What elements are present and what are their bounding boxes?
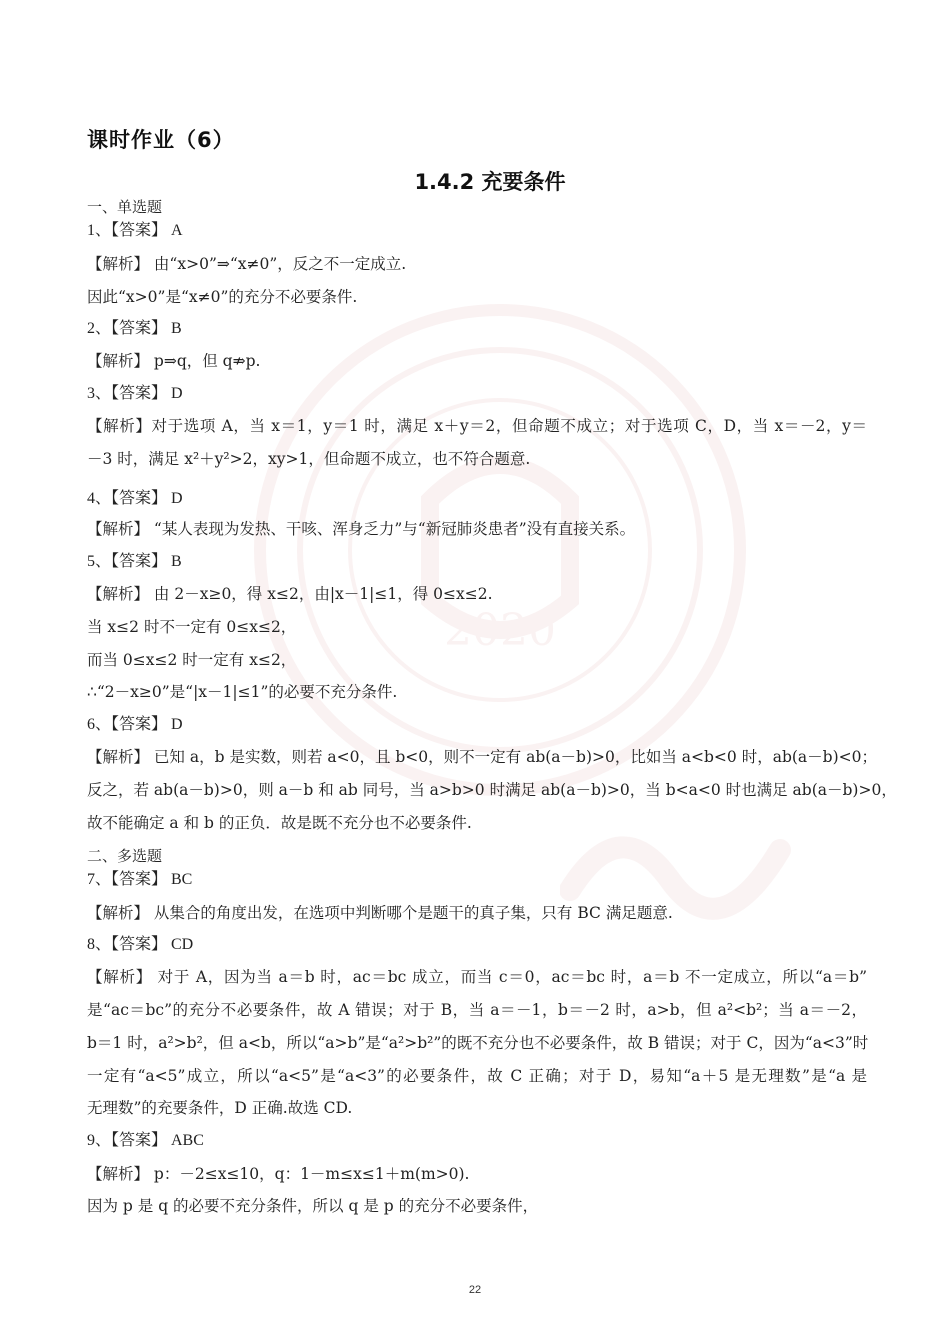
answer-5: 5、【答案】 B — [87, 553, 182, 570]
explanation-2: 【解析】 p⇒q，但 q⇏p. — [87, 352, 261, 370]
explanation-8-line-1: 【解析】 对于 A，因为当 a＝b 时，ac＝bc 成立，而当 c＝0，ac＝bc 时，a＝b 不一定成立，所以“a＝b” — [87, 968, 867, 986]
watermark-year: 2020 — [444, 605, 556, 656]
explanation-9-line-2: 因为 p 是 q 的必要不充分条件，所以 q 是 p 的充分不必要条件， — [87, 1197, 539, 1215]
homework-title: 课时作业（6） — [87, 128, 235, 152]
answer-6: 6、【答案】 D — [87, 716, 183, 733]
section-title: 1.4.2 充要条件 — [414, 170, 566, 194]
explanation-5-line-1: 【解析】 由 2－x≥0，得 x≤2，由|x－1|≤1，得 0≤x≤2. — [87, 585, 493, 603]
explanation-6-line-1: 【解析】 已知 a，b 是实数，则若 a<0，且 b<0，则不一定有 ab(a－b)>0，比如当 a<b<0 时，ab(a－b)<0； — [87, 748, 877, 766]
explanation-4: 【解析】 “某人表现为发热、干咳、浑身乏力”与“新冠肺炎患者”没有直接关系。 — [87, 520, 636, 538]
explanation-5-line-2: 当 x≤2 时不一定有 0≤x≤2， — [87, 618, 297, 636]
explanation-6-line-2: 反之，若 ab(a－b)>0，则 a－b 和 ab 同号，当 a>b>0 时满足 ab(a－b)>0，当 b<a<0 时也满足 ab(a－b)>0， — [87, 781, 897, 799]
explanation-8-line-3: b＝1 时，a²>b²，但 a<b，所以“a>b”是“a²>b²”的既不充分也不必要条件，故 B 错误；对于 C，因为“a<3”时 — [87, 1034, 869, 1052]
answer-3: 3、【答案】 D — [87, 385, 183, 402]
answer-7: 7、【答案】 BC — [87, 871, 193, 888]
explanation-5-line-4: ∴“2－x≥0”是“|x－1|≤1”的必要不充分条件. — [87, 683, 398, 701]
section-heading-multi-choice: 二、多选题 — [87, 847, 163, 865]
explanation-7: 【解析】 从集合的角度出发，在选项中判断哪个是题干的真子集，只有 BC 满足题意. — [87, 904, 673, 922]
explanation-5-line-3: 而当 0≤x≤2 时一定有 x≤2， — [87, 651, 297, 669]
explanation-3-line-2: －3 时，满足 x²＋y²>2，xy>1，但命题不成立，也不符合题意. — [87, 450, 531, 468]
explanation-1-line-1: 【解析】 由“x>0”⇒“x≠0”，反之不一定成立. — [87, 255, 407, 273]
explanation-9-line-1: 【解析】 p：－2≤x≤10，q：1－m≤x≤1＋m(m>0). — [87, 1165, 470, 1183]
answer-2: 2、【答案】 B — [87, 320, 182, 337]
explanation-8-line-2: 是“ac＝bc”的充分不必要条件，故 A 错误；对于 B，当 a＝－1，b＝－2 时，a>b，但 a²<b²；当 a＝－2， — [87, 1001, 867, 1019]
section-heading-single-choice: 一、单选题 — [87, 198, 163, 216]
answer-4: 4、【答案】 D — [87, 490, 183, 507]
page-number: 22 — [468, 1284, 482, 1296]
answer-9: 9、【答案】 ABC — [87, 1132, 204, 1149]
explanation-3-line-1: 【解析】对于选项 A，当 x＝1，y＝1 时，满足 x＋y＝2，但命题不成立；对于选项 C，D，当 x＝－2，y＝ — [87, 417, 867, 435]
explanation-8-line-4: 一定有“a<5”成立，所以“a<5”是“a<3”的必要条件，故 C 正确；对于 D，易知“a＋5 是无理数”是“a 是 — [87, 1067, 867, 1085]
answer-8: 8、【答案】 CD — [87, 936, 194, 953]
explanation-8-line-5: 无理数”的充要条件，D 正确.故选 CD. — [87, 1099, 353, 1117]
answer-1: 1、【答案】 A — [87, 222, 183, 239]
explanation-6-line-3: 故不能确定 a 和 b 的正负．故是既不充分也不必要条件. — [87, 814, 472, 832]
explanation-1-line-2: 因此“x>0”是“x≠0”的充分不必要条件. — [87, 288, 358, 306]
